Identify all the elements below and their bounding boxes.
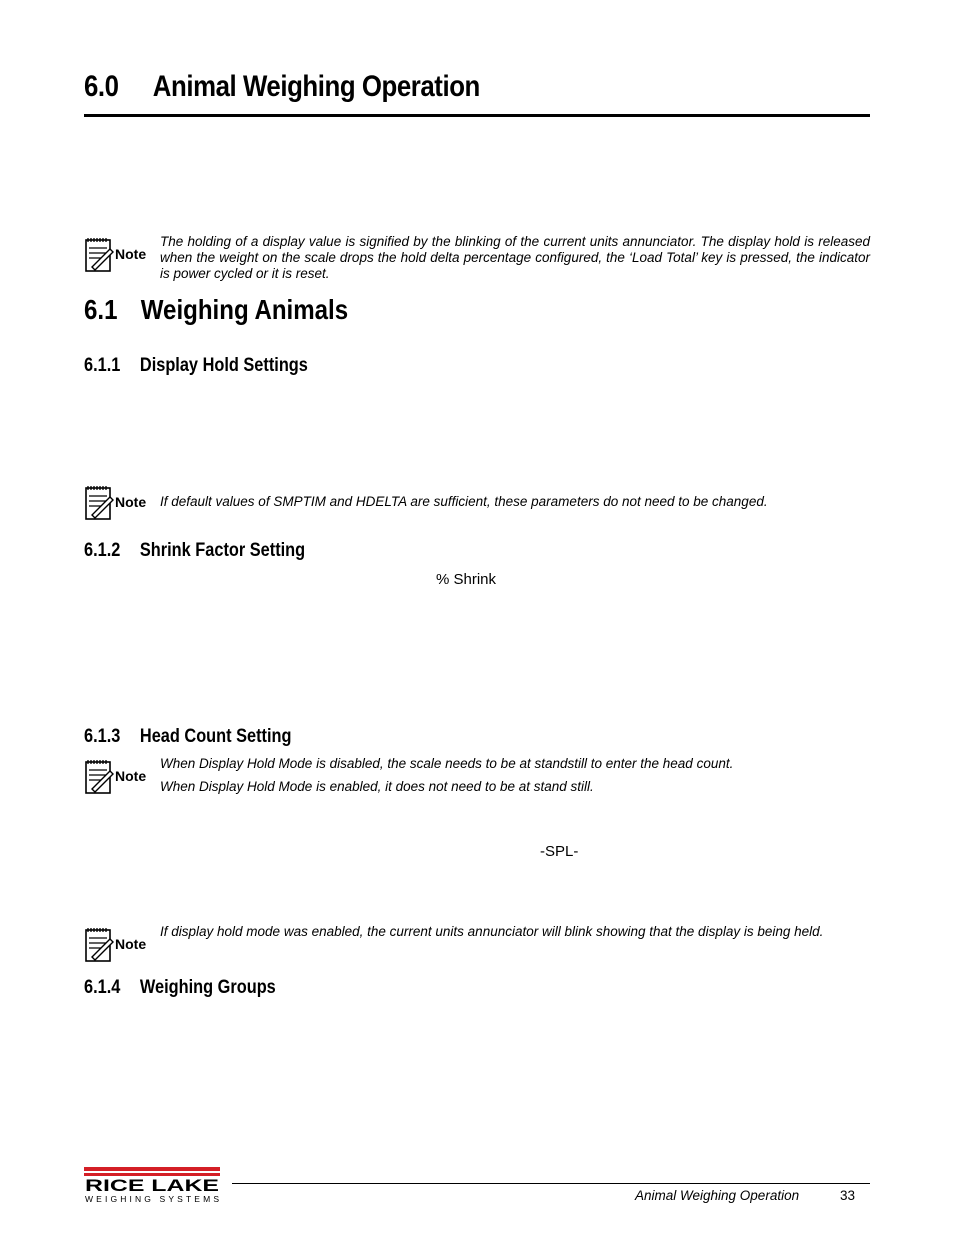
svg-text:Note: Note <box>115 936 147 952</box>
note-icon <box>84 758 152 796</box>
footer-rule <box>232 1183 870 1184</box>
shrink-label: % Shrink <box>436 571 497 588</box>
section-title: Animal Weighing Operation <box>152 70 480 103</box>
note-text-line1: When Display Hold Mode is disabled, the scale needs to be at standstill to enter the head count. <box>160 756 734 771</box>
heading-shrink-factor: 6.1.2 Shrink Factor Setting <box>84 540 306 561</box>
page-number: 33 <box>840 1188 856 1203</box>
subsection-title: Weighing Animals <box>140 294 349 325</box>
rice-lake-logo <box>84 1167 224 1207</box>
note-icon <box>84 926 152 964</box>
svg-text:Note: Note <box>115 768 147 784</box>
subsection-number: 6.1 <box>84 294 118 325</box>
svg-text:Note: Note <box>115 246 147 262</box>
svg-text:Note: Note <box>115 494 147 510</box>
heading-head-count: 6.1.3 Head Count Setting <box>84 726 292 747</box>
heading-rule <box>84 114 870 117</box>
svg-text:RICE LAKE: RICE LAKE <box>85 1176 219 1195</box>
note-text: If display hold mode was enabled, the current units annunciator will blink showing that the display is being held. <box>160 924 824 939</box>
subsection-heading <box>84 294 348 326</box>
svg-text:WEIGHING SYSTEMS: WEIGHING SYSTEMS <box>85 1194 219 1204</box>
spl-label: -SPL- <box>540 843 579 860</box>
note-icon <box>84 484 152 522</box>
note-text-line2: When Display Hold Mode is enabled, it does not need to be at stand still. <box>160 779 594 794</box>
heading-display-hold: 6.1.1 Display Hold Settings <box>84 355 308 376</box>
heading-weighing-groups: 6.1.4 Weighing Groups <box>84 977 276 998</box>
note-text: The holding of a display value is signified by the blinking of the current units annunciator. The display hold is released when the weight on the scale drops the hold delta percentage configured, the ‘Load Total’ key is pressed, the indicator is power cycled or it is reset. <box>160 234 870 281</box>
note-text: If default values of SMPTIM and HDELTA are sufficient, these parameters do not need to be changed. <box>160 494 768 509</box>
section-heading <box>84 70 480 104</box>
section-number: 6.0 <box>84 70 119 103</box>
note-icon <box>84 236 152 274</box>
footer-section-name: Animal Weighing Operation <box>635 1188 800 1203</box>
